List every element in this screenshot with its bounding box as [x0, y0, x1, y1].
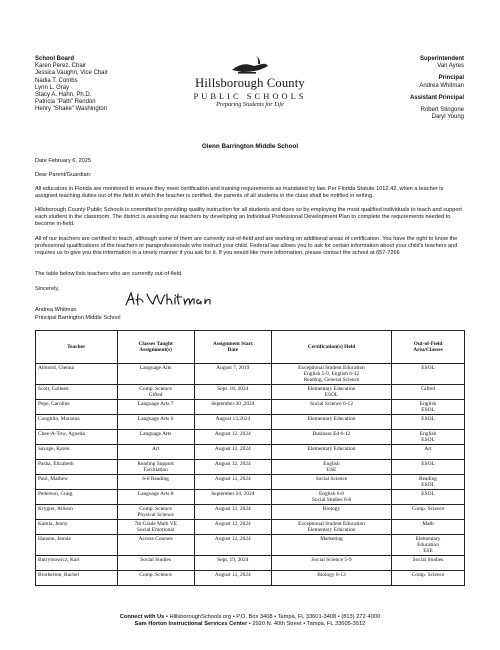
out-of-field-table [35, 330, 465, 586]
table-cell: Biology [271, 505, 391, 520]
table-cell: Reading ESOL [392, 475, 465, 490]
table-cell: Comp. Science Gifted [117, 385, 194, 400]
table-cell: August 12, 2024 [194, 460, 271, 475]
footer-contact-label: Connect with Us [119, 614, 165, 620]
column-header: Assignment Start Date [194, 331, 271, 364]
table-cell: Reading Support Facilitation [117, 460, 194, 475]
principal-title: Principal [438, 75, 464, 82]
table-cell: Comp. Science Physical Science [117, 505, 194, 520]
table-row [36, 535, 465, 556]
table-cell: Math [392, 520, 465, 535]
table-cell: August 12, 2024 [194, 430, 271, 445]
table-cell: Hanson, Jennie [36, 535, 118, 556]
table-cell: Social Science [271, 475, 391, 490]
table-row [36, 490, 465, 505]
table-cell: English ESE [271, 460, 391, 475]
table-cell: August 12, 2024 [194, 520, 271, 535]
table-cell: Language Arts 8 [117, 490, 194, 505]
table-cell: Scott, Colleen [36, 385, 118, 400]
school-board-title: School Board [35, 56, 75, 62]
table-cell: August 12, 2024 [194, 535, 271, 556]
table-cell: Kamla, Jenny [36, 520, 118, 535]
table-cell: Pasha, Elizabeth [36, 460, 118, 475]
school-name: Glenn Barrington Middle School [201, 143, 299, 150]
table-cell: Language Arts 7 [117, 400, 194, 415]
board-member: Karen Perez, Chair [35, 63, 87, 70]
school-board-list [35, 56, 108, 114]
letter-paragraph: All educators in Florida are monitored to ensure they meet certification and training requirements as mandated by law. Per Florida Statute 1012.42, when a teacher is assigned teaching duties out of the field in which the teacher is certified, the parents of all students in the class shall be notified in writing. [35, 186, 444, 199]
column-header: Classes Taught Assignment(s) [117, 331, 194, 364]
superintendent-title: Superintendent [419, 56, 464, 62]
footer-contact-details: • HillsboroughSchools.org • P.O. Box 3408 • Tampa, FL 33601-3408 • (813) 272-4000 [164, 614, 381, 620]
table-cell: Biology 6-12 [271, 571, 391, 586]
table-cell: English ESOL [392, 400, 465, 415]
table-row [36, 505, 465, 520]
board-member: Nadia T. Combs [35, 77, 78, 84]
table-cell: ESOL [392, 460, 465, 475]
administration-list [410, 56, 464, 121]
table-row [36, 364, 465, 385]
table-cell: Elementary Education ESOL [271, 385, 391, 400]
table-cell: Sept. 18, 2024 [194, 385, 271, 400]
letter-paragraph: All of our teachers are certified to teach, although some of them are currently out-of-field and are working on additional areas of certification. You have the right to know the professional qualifications of the teachers or paraprofessionals who instruct your child. Federal law allows you to ask for certain information about your child's teachers and requires us to give you this information in a timely manner if you ask for it. If you would like more information, please contact the school at 657-7266 [35, 236, 458, 256]
district-logo [170, 55, 330, 108]
table-cell: Social Studies [117, 556, 194, 571]
table-cell: Comp. Science [392, 571, 465, 586]
table-cell: Business Ed 6-12 [271, 430, 391, 445]
table-cell: August 13,2024 [194, 415, 271, 430]
table-cell: ESOL [392, 490, 465, 505]
footer-contact [0, 614, 500, 621]
table-cell: Butrymowicz, Karl [36, 556, 118, 571]
table-cell: August 12, 2024 [194, 571, 271, 586]
table-row [36, 415, 465, 430]
table-header-row [36, 331, 465, 364]
table-cell: Language Arts 6 [117, 415, 194, 430]
table-cell: August 12, 2024 [194, 505, 271, 520]
table-row [36, 475, 465, 490]
table-cell: August 7, 2019 [194, 364, 271, 385]
table-cell: Social Studies [392, 556, 465, 571]
signer-name: Andrea Whitman [35, 307, 77, 313]
assistant-principal-name: Robert Stingone [420, 107, 464, 114]
board-member: Stacy A. Hahn, Ph.D. [35, 92, 92, 99]
table-cell: Social Science 5-9 [271, 556, 391, 571]
table-cell: Chee-A-Tow, Aguedа [36, 430, 118, 445]
column-header: Out-of-Field Area/Classes [392, 331, 465, 364]
table-cell: Savage, Karen [36, 445, 118, 460]
district-tagline: Preparing Students for Life [216, 101, 284, 108]
footer-address-label: Sam Horton Instructional Services Center [134, 621, 248, 627]
table-cell: September 30 ,2024 [194, 400, 271, 415]
table-cell: Social Science 6-12 [271, 400, 391, 415]
table-cell: ESOL [392, 415, 465, 430]
table-cell: English ESOL [392, 430, 465, 445]
letter-closing: Sincerely, [35, 286, 60, 292]
board-member: Henry "Shake" Washington [35, 106, 108, 113]
table-cell: Art [117, 445, 194, 460]
table-cell: Exceptional Student Education Elementary Education [271, 520, 391, 535]
signer-title: Principal Barrington Middle School [35, 315, 121, 321]
assistant-principal-name: Daryl Young [431, 114, 464, 121]
table-cell: ESOL [392, 364, 465, 385]
column-header: Teacher [36, 331, 118, 364]
table-row [36, 430, 465, 445]
table-cell: Krygier, Allison [36, 505, 118, 520]
district-subtitle: PUBLIC SCHOOLS [193, 91, 307, 101]
table-cell: Coughlin, Marzena [36, 415, 118, 430]
table-cell: Exceptional Student Education English 5-9, English 6-12 Reading, General Science [271, 364, 391, 385]
table-row [36, 445, 465, 460]
superintendent-name: Van Ayres [437, 63, 464, 70]
table-cell: August 12, 2024 [194, 475, 271, 490]
table-cell: Paul, Mathew [36, 475, 118, 490]
letter-date: Date February 6, 2025 [35, 158, 91, 164]
table-cell: Marketing [271, 535, 391, 556]
table-row [36, 400, 465, 415]
table-cell: Sept. 19, 2024 [194, 556, 271, 571]
table-cell: Access Courses [117, 535, 194, 556]
table-cell: Pepe, Caroline [36, 400, 118, 415]
table-cell: Comp. Science [117, 571, 194, 586]
footer-address [0, 621, 500, 628]
table-cell: Language Arts [117, 430, 194, 445]
column-header: Certification(s) Held [271, 331, 391, 364]
letter-greeting: Dear Parent/Guardian: [35, 172, 92, 178]
table-row [36, 460, 465, 475]
table-cell: English 6-8 Social Studies 6-8 [271, 490, 391, 505]
board-member: Jessica Vaughn, Vice Chair [35, 70, 108, 77]
table-cell: Elementary Education [271, 445, 391, 460]
board-member: Patricia "Patti" Rendon [35, 99, 96, 106]
lamp-icon [228, 55, 272, 75]
table-cell: 7th Grade Math VE Social Emotional [117, 520, 194, 535]
district-name: Hillsborough County [195, 76, 305, 90]
footer-address-details: • 2920 N. 40th Street • Tampa, FL 33605-3512 [247, 621, 366, 627]
table-row [36, 571, 465, 586]
table-row [36, 385, 465, 400]
table-row [36, 556, 465, 571]
table-row [36, 520, 465, 535]
table-cell: Pederson, Craig [36, 490, 118, 505]
table-cell: Art [392, 445, 465, 460]
table-cell: Almond, Glenna [36, 364, 118, 385]
table-cell: 6-8 Reading [117, 475, 194, 490]
board-member: Lynn L. Gray [35, 84, 70, 91]
letter-paragraph: The table below lists teachers who are currently out-of-field. [35, 271, 183, 277]
table-cell: Elementary Education [271, 415, 391, 430]
letter-paragraph: Hillsborough County Public Schools is committed to providing quality instruction for all students and does so by employing the most qualified individuals to teach and support each student in the classroom. The district is assisting our teachers by developing an Individual Professional Development Plan to complete the requirements needed to become in-field. [35, 207, 462, 227]
table-cell: Brotherton, Rachel [36, 571, 118, 586]
table-cell: Gifted [392, 385, 465, 400]
table-cell: Comp. Science [392, 505, 465, 520]
assistant-principal-title: Assistant Principal [409, 94, 464, 101]
table-cell: August 12, 2024 [194, 445, 271, 460]
table-cell: September 24, 2024 [194, 490, 271, 505]
table-cell: Language Arts [117, 364, 194, 385]
principal-name: Andrea Whitman [419, 82, 464, 89]
table-cell: Elementary Education ESE [392, 535, 465, 556]
